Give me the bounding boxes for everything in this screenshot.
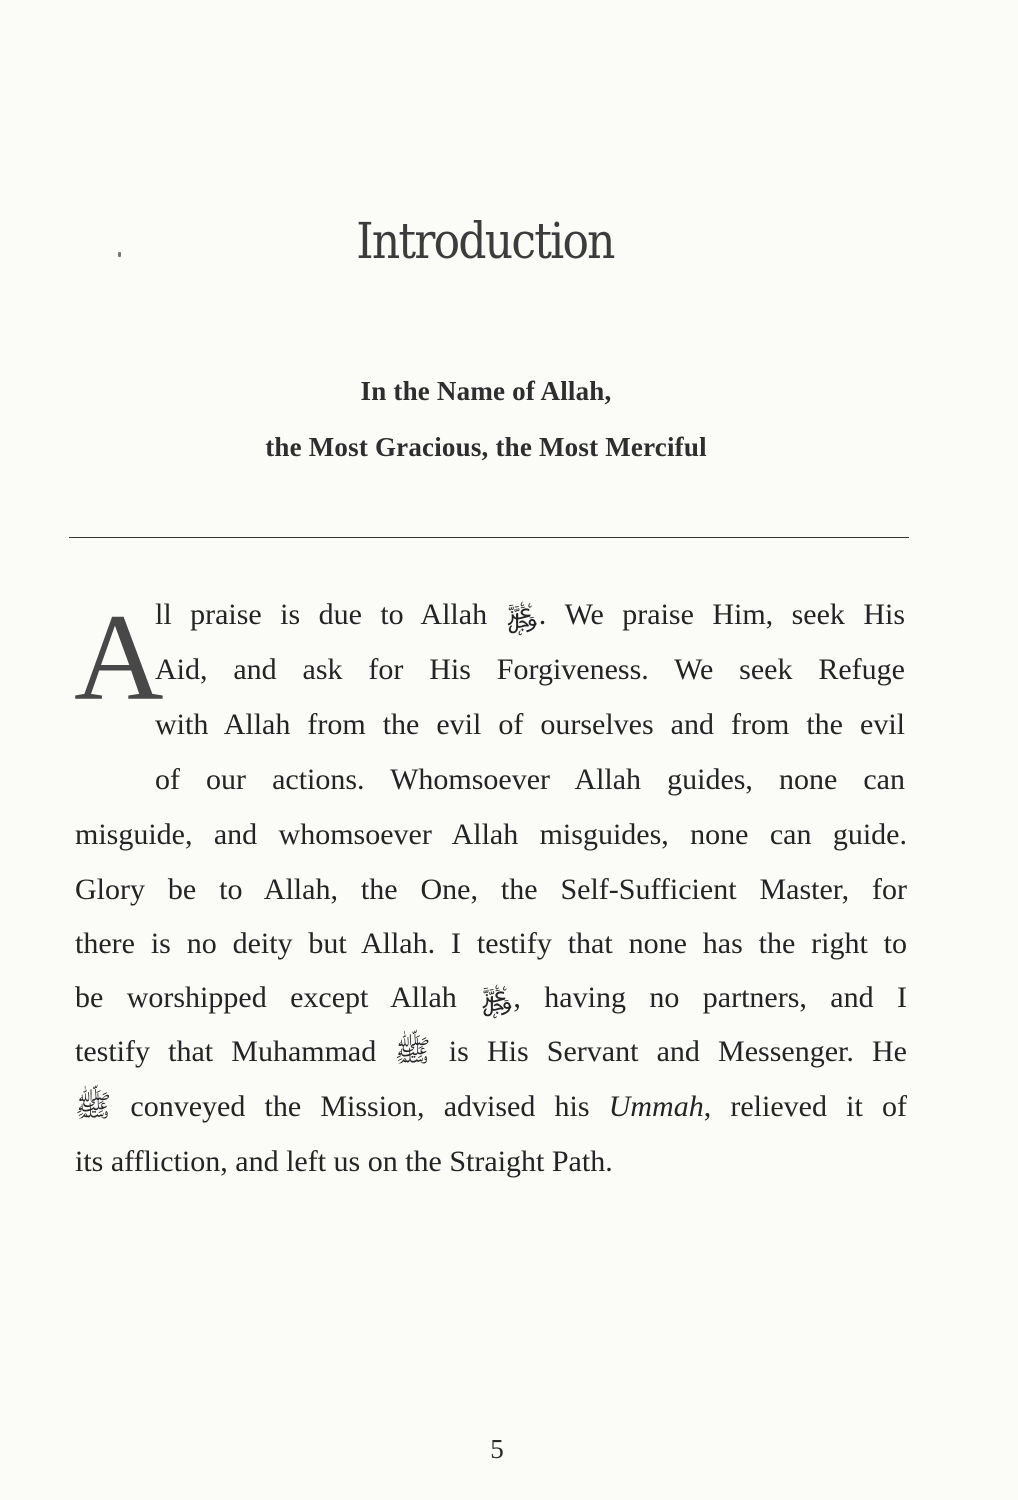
italic-term: Ummah — [608, 1090, 704, 1123]
paragraph-line: there is no deity but Allah. I testify that none has the right to — [75, 927, 907, 960]
divider-rule — [69, 537, 909, 538]
paragraph-line: ll praise is due to Allah ﷿. We praise Him, seek His — [155, 598, 905, 631]
paragraph-line: Glory be to Allah, the One, the Self-Sufficient Master, for — [75, 873, 907, 906]
paragraph-line: be worshipped except Allah ﷿, having no partners, and I — [75, 981, 907, 1014]
chapter-title: Introduction — [356, 212, 614, 270]
page-number: 5 — [490, 1434, 504, 1464]
drop-cap: A — [74, 589, 164, 726]
paragraph-line: of our actions. Whomsoever Allah guides, none can — [155, 763, 905, 796]
paragraph-line: its affliction, and left us on the Straight Path. — [75, 1145, 613, 1178]
paragraph-line: Aid, and ask for His Forgiveness. We seek Refuge — [155, 653, 905, 686]
paragraph-line: testify that Muhammad ﷺ is His Servant and Messenger. He — [75, 1035, 907, 1068]
paragraph-line: with Allah from the evil of ourselves and from the evil — [155, 708, 905, 741]
basmala-line-2: the Most Gracious, the Most Merciful — [265, 432, 707, 462]
paragraph-line: misguide, and whomsoever Allah misguides, none can guide. — [75, 818, 907, 851]
basmala-line-1: In the Name of Allah, — [360, 376, 612, 406]
paragraph-line-with-italic: ﷺ conveyed the Mission, advised his Ummah, relieved it of — [75, 1090, 907, 1123]
